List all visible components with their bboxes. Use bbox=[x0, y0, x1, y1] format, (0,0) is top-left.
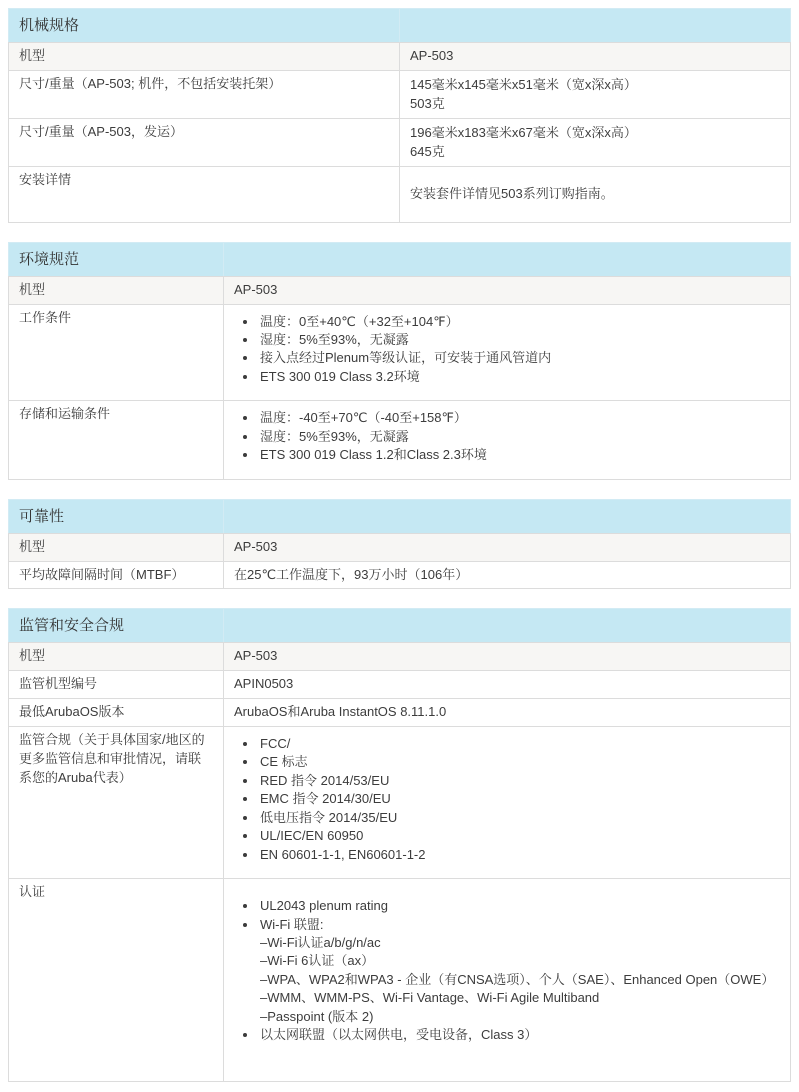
spec-value: AP-503 bbox=[224, 643, 791, 671]
spec-value bbox=[224, 401, 791, 479]
bullet-item: • EN 60601-1-1, EN60601-1-2 bbox=[258, 846, 780, 864]
spec-label: 机型 bbox=[9, 643, 224, 671]
value-line: 145毫米x145毫米x51毫米（宽x深x高） bbox=[410, 76, 637, 92]
spec-row bbox=[9, 276, 791, 304]
bullet-sub-item: – Wi-Fi 6认证（ax） bbox=[260, 952, 780, 970]
bullet-sub-item: – WMM、WMM-PS、Wi-Fi Vantage、Wi-Fi Agile Multiband bbox=[260, 989, 780, 1007]
spec-value bbox=[400, 166, 791, 222]
section-header-row bbox=[9, 609, 791, 643]
bullet-item: • 接入点经过Plenum等级认证，可安装于通风管道内 bbox=[258, 349, 780, 367]
spec-row bbox=[9, 643, 791, 671]
section-title-spacer bbox=[224, 609, 791, 643]
bullet-item: • 温度：-40至+70℃（-40至+158℉） bbox=[258, 409, 780, 427]
spec-label: 监管合规（关于具体国家/地区的更多监管信息和审批情况，请联系您的Aruba代表） bbox=[9, 726, 224, 878]
section-title-spacer bbox=[224, 499, 791, 533]
spec-label: 存储和运输条件 bbox=[9, 401, 224, 479]
bullet-item: • RED 指令 2014/53/EU bbox=[258, 772, 780, 790]
spec-value: AP-503 bbox=[224, 533, 791, 561]
bullet-list bbox=[234, 409, 780, 464]
value-line: 503克 bbox=[410, 96, 445, 112]
section-header-row bbox=[9, 499, 791, 533]
bullet-item: • CE 标志 bbox=[258, 753, 780, 771]
spec-label: 机型 bbox=[9, 43, 400, 71]
spec-label: 机型 bbox=[9, 533, 224, 561]
spec-row bbox=[9, 43, 791, 71]
spec-value bbox=[224, 879, 791, 1082]
bullet-item: • ETS 300 019 Class 1.2和Class 2.3环境 bbox=[258, 446, 780, 464]
section-title: 监管和安全合规 bbox=[9, 609, 224, 643]
spec-label: 尺寸/重量（AP-503; 机件，不包括安装托架） bbox=[9, 70, 400, 118]
bullet-item: • 温度：0至+40℃（+32至+104℉） bbox=[258, 313, 780, 331]
spec-row bbox=[9, 533, 791, 561]
section-title: 机械规格 bbox=[9, 9, 400, 43]
spec-value bbox=[400, 70, 791, 118]
spec-value: APIN0503 bbox=[224, 671, 791, 699]
bullet-item: • UL/IEC/EN 60950 bbox=[258, 827, 780, 845]
spec-row bbox=[9, 401, 791, 479]
bullet-item: • 湿度：5%至93%，无凝露 bbox=[258, 331, 780, 349]
bullet-sub-item: – WPA、WPA2和WPA3 - 企业（有CNSA选项）、个人（SAE）、Enhanced Open（OWE） bbox=[260, 971, 780, 989]
spec-label: 最低ArubaOS版本 bbox=[9, 699, 224, 727]
bullet-item: • FCC/ bbox=[258, 735, 780, 753]
spec-value: AP-503 bbox=[400, 43, 791, 71]
section-title: 环境规范 bbox=[9, 242, 224, 276]
bullet-sub-item: – Wi-Fi认证a/b/g/n/ac bbox=[260, 934, 780, 952]
value-line: 645克 bbox=[410, 144, 445, 160]
spec-value bbox=[224, 304, 791, 401]
bullet-list bbox=[234, 897, 780, 1045]
bullet-item: • 低电压指令 2014/35/EU bbox=[258, 809, 780, 827]
bullet-item: • 以太网联盟（以太网供电，受电设备，Class 3） bbox=[258, 1026, 780, 1044]
spec-label: 工作条件 bbox=[9, 304, 224, 401]
section-title-spacer bbox=[400, 9, 791, 43]
spec-row bbox=[9, 118, 791, 166]
spec-label: 监管机型编号 bbox=[9, 671, 224, 699]
spec-table-mechanical-specs bbox=[8, 8, 791, 223]
section-header-row bbox=[9, 9, 791, 43]
section-title-spacer bbox=[224, 242, 791, 276]
spec-label: 机型 bbox=[9, 276, 224, 304]
spec-tables bbox=[8, 8, 791, 1082]
value-line: 196毫米x183毫米x67毫米（宽x深x高） bbox=[410, 124, 637, 140]
spec-label: 安装详情 bbox=[9, 166, 400, 222]
value-paragraph: 安装套件详情见503系列订购指南。 bbox=[410, 185, 614, 201]
spec-row bbox=[9, 561, 791, 589]
bullet-list bbox=[234, 735, 780, 864]
section-title: 可靠性 bbox=[9, 499, 224, 533]
spec-label: 平均故障间隔时间（MTBF） bbox=[9, 561, 224, 589]
spec-sheet bbox=[8, 8, 791, 1082]
spec-row bbox=[9, 879, 791, 1082]
spec-value: AP-503 bbox=[224, 276, 791, 304]
spec-row bbox=[9, 70, 791, 118]
bullet-item bbox=[258, 916, 780, 1027]
spec-value bbox=[400, 118, 791, 166]
spec-row bbox=[9, 726, 791, 878]
bullet-item: • 湿度：5%至93%，无凝露 bbox=[258, 428, 780, 446]
bullet-item: • ETS 300 019 Class 3.2环境 bbox=[258, 368, 780, 386]
spec-row bbox=[9, 166, 791, 222]
spec-value: 在25℃工作温度下，93万小时（106年） bbox=[224, 561, 791, 589]
spec-table-reliability bbox=[8, 499, 791, 590]
spec-value bbox=[224, 726, 791, 878]
spec-label: 尺寸/重量（AP-503，发运） bbox=[9, 118, 400, 166]
spec-label: 认证 bbox=[9, 879, 224, 1082]
spec-row bbox=[9, 671, 791, 699]
spec-table-regulatory-safety-compliance bbox=[8, 608, 791, 1081]
bullet-list bbox=[234, 313, 780, 387]
spec-value: ArubaOS和Aruba InstantOS 8.11.1.0 bbox=[224, 699, 791, 727]
bullet-item: • UL2043 plenum rating bbox=[258, 897, 780, 915]
spec-row bbox=[9, 304, 791, 401]
bullet-sub-item: – Passpoint (版本 2) bbox=[260, 1008, 780, 1026]
bullet-item: • EMC 指令 2014/30/EU bbox=[258, 790, 780, 808]
bullet-text: • Wi-Fi 联盟: bbox=[260, 916, 324, 932]
spec-row bbox=[9, 699, 791, 727]
spec-table-environmental-specs bbox=[8, 242, 791, 480]
section-header-row bbox=[9, 242, 791, 276]
